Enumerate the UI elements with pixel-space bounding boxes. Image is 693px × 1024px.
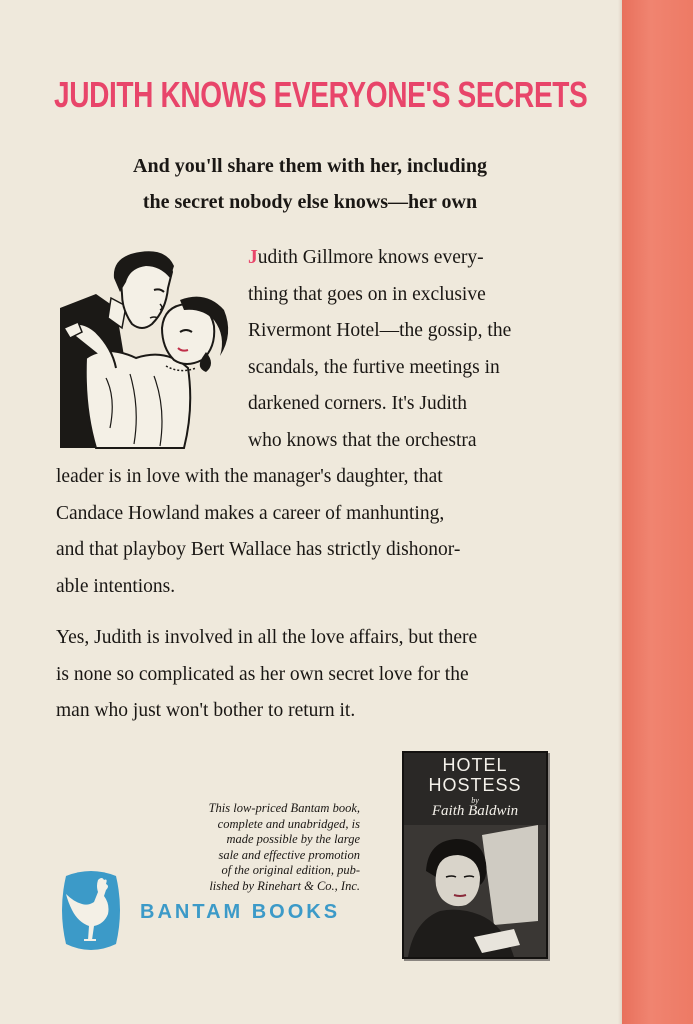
blurb-line: sale and effective promotion xyxy=(218,847,360,862)
paragraph-line: darkened corners. It's Judith xyxy=(248,393,468,414)
paragraph-line xyxy=(248,240,511,277)
paragraph-line: is none so complicated as her own secret love for the xyxy=(56,663,469,685)
paragraph-line: Rivermont Hotel—the gossip, the xyxy=(248,320,512,341)
paragraph-1-top xyxy=(248,240,511,459)
subhead-line: the secret nobody else knows—her own xyxy=(142,191,478,213)
paragraph-line: leader is in love with the manager's daughter, that xyxy=(56,466,443,487)
book-spine xyxy=(622,0,693,1024)
book-title-line: HOTEL xyxy=(442,755,508,775)
paragraph-line: scandals, the furtive meetings in xyxy=(248,356,500,378)
blurb-line: complete and unabridged, is xyxy=(217,816,360,831)
blurb-line: This low-priced Bantam book, xyxy=(208,801,360,815)
paragraph-line: who knows that the orchestra xyxy=(248,429,477,451)
paragraph-text: udith Gillmore knows every- xyxy=(257,247,484,268)
paragraph-line: Candace Howland makes a career of manhunting, xyxy=(56,502,445,524)
book-cover-thumbnail xyxy=(402,751,548,959)
paragraph-line: Yes, Judith is involved in all the love affairs, but there xyxy=(56,627,478,648)
book-title-line: HOSTESS xyxy=(428,775,522,795)
blurb-line: lished by Rinehart & Co., Inc. xyxy=(209,878,360,893)
couple-illustration xyxy=(56,248,236,458)
paragraph-line: thing that goes on in exclusive xyxy=(248,283,486,305)
paragraph-line: and that playboy Bert Wallace has strictly dishonor- xyxy=(56,539,461,560)
book-cover-art xyxy=(404,825,546,957)
subheadline xyxy=(60,148,560,220)
drop-cap: J xyxy=(248,247,258,268)
bantam-rooster-logo xyxy=(58,866,124,954)
book-title xyxy=(404,755,546,795)
book-author: Faith Baldwin xyxy=(431,803,519,819)
book-by: by xyxy=(471,796,479,805)
publisher-name: BANTAM BOOKS xyxy=(140,901,341,923)
paragraph-line: able intentions. xyxy=(56,575,176,597)
paragraph-1-bottom xyxy=(56,459,460,605)
blurb-line: of the original edition, pub- xyxy=(221,863,360,877)
blurb-line: made possible by the large xyxy=(226,832,360,846)
subhead-line: And you'll share them with her, including xyxy=(133,155,487,177)
publisher-blurb xyxy=(155,801,360,894)
paragraph-line: man who just won't bother to return it. xyxy=(56,700,356,721)
paragraph-2 xyxy=(56,620,477,730)
headline: JUDITH KNOWS EVERYONE'S SECRETS xyxy=(54,74,588,115)
